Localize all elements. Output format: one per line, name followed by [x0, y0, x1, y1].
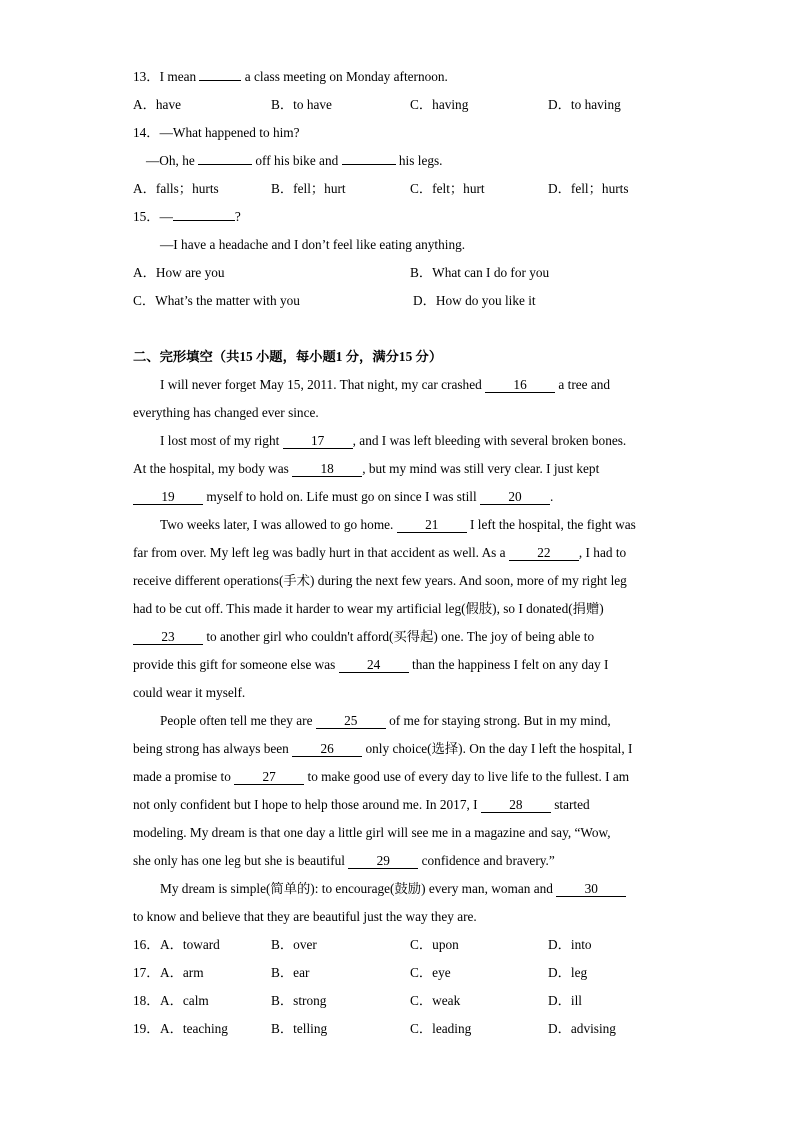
blank-19: 19 — [133, 490, 203, 505]
passage-text: a tree and — [555, 377, 611, 392]
q14-reply-mid: off his bike and — [252, 153, 342, 168]
passage-text: to make good use of every day to live life to the fullest. I am — [304, 769, 630, 784]
passage-text: being strong has always been — [133, 741, 293, 756]
answer-number: 16． — [133, 937, 160, 952]
q13-option-a: A．have — [133, 97, 181, 112]
q15-blank — [173, 220, 235, 221]
passage-line — [133, 545, 626, 561]
passage-text: confidence and bravery.” — [418, 853, 555, 868]
answer-option: C．weak — [410, 993, 461, 1008]
answer-option: A．toward — [160, 937, 220, 952]
q14-option-a: A．falls；hurts — [133, 181, 219, 196]
passage-text: made a promise to — [133, 769, 235, 784]
blank-22: 22 — [509, 546, 579, 561]
passage-text: I will never forget May 15, 2011. That night, my car crashed — [160, 377, 486, 392]
passage-line: could wear it myself. — [133, 685, 246, 700]
passage-text: she only has one leg but she is beautiful — [133, 853, 349, 868]
passage-text: . — [550, 489, 554, 504]
blank-23: 23 — [133, 630, 203, 645]
passage-line — [160, 517, 636, 533]
q14-option-c: C．felt；hurt — [410, 181, 485, 196]
q15-stem-post: ? — [234, 209, 241, 224]
q13-stem-post: a class meeting on Monday afternoon. — [241, 69, 448, 84]
passage-line — [133, 461, 599, 477]
passage-line — [133, 797, 590, 813]
passage-line — [133, 769, 629, 785]
q13-option-c: C．having — [410, 97, 469, 112]
blank-29: 29 — [348, 854, 418, 869]
passage-text: started — [550, 797, 590, 812]
q15-option-c: C．What’s the matter with you — [133, 293, 300, 308]
q15-option-d: D．How do you like it — [413, 293, 536, 308]
question-15-stem — [133, 209, 241, 225]
answer-option: C．leading — [410, 1021, 472, 1036]
question-15-reply: —I have a headache and I don’t feel like eating anything. — [160, 237, 466, 252]
passage-line: had to be cut off. This made it harder to wear my artificial leg(假肢), so I donated(捐赠) — [133, 601, 604, 616]
q14-blank-2 — [342, 164, 396, 165]
passage-text: , but my mind was still very clear. I just kept — [362, 461, 600, 476]
passage-line — [133, 853, 555, 869]
q14-reply-post: his legs. — [395, 153, 443, 168]
answer-option: A．teaching — [160, 1021, 228, 1036]
passage-line: receive different operations(手术) during the next few years. And soon, more of my right leg — [133, 573, 627, 588]
blank-24: 24 — [339, 658, 409, 673]
answer-number: 17． — [133, 965, 160, 980]
passage-text: I left the hospital, the fight was — [466, 517, 636, 532]
passage-text: provide this gift for someone else was — [133, 657, 339, 672]
q15-option-b: B．What can I do for you — [410, 265, 550, 280]
passage-line: everything has changed ever since. — [133, 405, 319, 420]
q15-stem-pre: 15．— — [133, 209, 173, 224]
answer-number: 19． — [133, 1021, 160, 1036]
section-2-title: 二、完形填空（共15 小题，每小题1 分，满分15 分） — [133, 349, 443, 364]
passage-text: to another girl who couldn't afford(买得起) one. The joy of being able to — [203, 629, 595, 644]
answer-option: D．leg — [548, 965, 588, 980]
answer-option: B．ear — [271, 965, 310, 980]
answer-option: D．ill — [548, 993, 582, 1008]
passage-text: not only confident but I hope to help those around me. In 2017, I — [133, 797, 481, 812]
q14-option-d: D．fell；hurts — [548, 181, 629, 196]
answer-option: A．calm — [160, 993, 209, 1008]
passage-text: only choice(选择). On the day I left the hospital, I — [362, 741, 633, 756]
answer-option: C．upon — [410, 937, 459, 952]
answer-option: D．into — [548, 937, 592, 952]
question-14-stem: 14．—What happened to him? — [133, 125, 300, 140]
passage-text: than the happiness I felt on any day I — [408, 657, 609, 672]
blank-25: 25 — [316, 714, 386, 729]
blank-17: 17 — [283, 434, 353, 449]
answer-option: D．advising — [548, 1021, 616, 1036]
blank-30: 30 — [556, 882, 626, 897]
q13-blank — [199, 80, 241, 81]
blank-27: 27 — [234, 770, 304, 785]
passage-line: modeling. My dream is that one day a little girl will see me in a magazine and say, “Wow, — [133, 825, 611, 840]
passage-line — [160, 881, 626, 897]
q13-option-d: D．to having — [548, 97, 621, 112]
blank-18: 18 — [292, 462, 362, 477]
blank-28: 28 — [481, 798, 551, 813]
q14-option-b: B．fell；hurt — [271, 181, 346, 196]
passage-line — [160, 433, 626, 449]
q13-option-b: B．to have — [271, 97, 332, 112]
passage-text: myself to hold on. Life must go on since I was still — [203, 489, 480, 504]
blank-26: 26 — [292, 742, 362, 757]
answer-option: B．telling — [271, 1021, 328, 1036]
answer-option: B．strong — [271, 993, 327, 1008]
answer-option: B．over — [271, 937, 317, 952]
q14-blank-1 — [198, 164, 252, 165]
q14-reply-pre: —Oh, he — [146, 153, 199, 168]
passage-text: My dream is simple(简单的): to encourage(鼓励) every man, woman and — [160, 881, 557, 896]
passage-line: to know and believe that they are beautiful just the way they are. — [133, 909, 477, 924]
passage-line — [133, 657, 608, 673]
passage-text: , and I was left bleeding with several broken bones. — [352, 433, 627, 448]
passage-text: People often tell me they are — [160, 713, 316, 728]
passage-text: , I had to — [578, 545, 627, 560]
answer-option: C．eye — [410, 965, 451, 980]
passage-text: far from over. My left leg was badly hurt in that accident as well. As a — [133, 545, 509, 560]
passage-line — [160, 377, 610, 393]
question-14-reply — [146, 153, 443, 169]
q15-option-a: A．How are you — [133, 265, 225, 280]
passage-text: At the hospital, my body was — [133, 461, 293, 476]
answer-number: 18． — [133, 993, 160, 1008]
passage-line — [160, 713, 611, 729]
blank-21: 21 — [397, 518, 467, 533]
passage-text: of me for staying strong. But in my mind, — [385, 713, 611, 728]
passage-text: I lost most of my right — [160, 433, 283, 448]
passage-line — [133, 489, 553, 505]
q13-stem-pre: 13．I mean — [133, 69, 200, 84]
blank-20: 20 — [480, 490, 550, 505]
question-13-stem — [133, 69, 448, 85]
blank-16: 16 — [485, 378, 555, 393]
passage-line — [133, 629, 594, 645]
answer-option: A．arm — [160, 965, 204, 980]
passage-line — [133, 741, 632, 757]
passage-text: Two weeks later, I was allowed to go home. — [160, 517, 397, 532]
